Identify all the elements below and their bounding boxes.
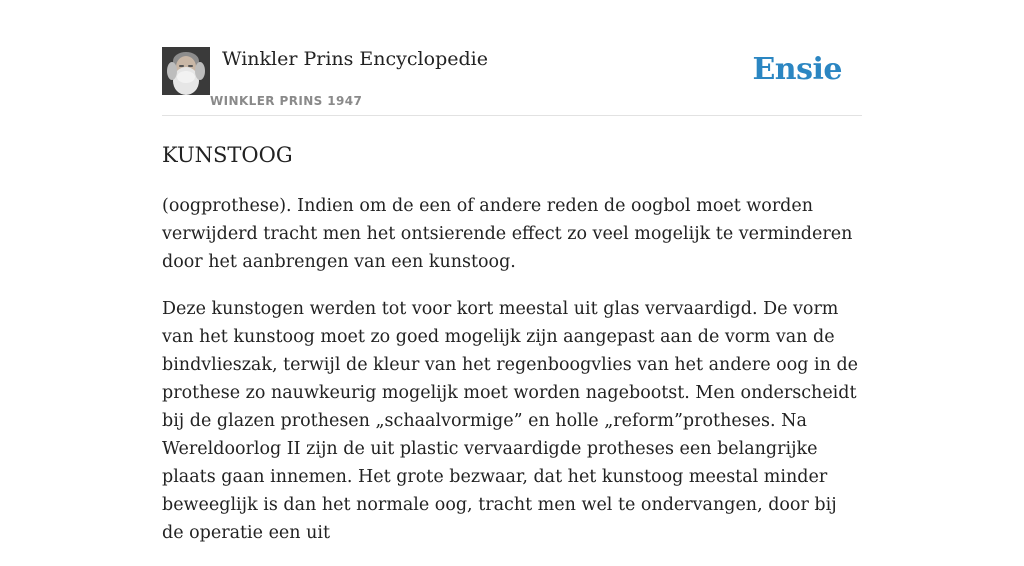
author-avatar[interactable] bbox=[162, 47, 210, 95]
article-paragraph: (oogprothese). Indien om de een of andere reden de oogbol moet worden verwijderd tracht men het ontsierende effect zo veel mogelijk te verminderen door het aanbrengen van een kunstoog. bbox=[162, 196, 853, 272]
article-title: KUNSTOOG bbox=[162, 143, 293, 167]
site-header bbox=[162, 46, 862, 116]
bearded-man-portrait-icon bbox=[162, 47, 210, 95]
brand-logo[interactable]: Ensie bbox=[752, 52, 842, 87]
article-body bbox=[162, 192, 862, 566]
article-paragraph: Deze kunstogen werden tot voor kort meestal uit glas vervaardigd. De vorm van het kunstoog moet zo goed mogelijk zijn aangepast aan de vorm van de bindvlieszak, terwijl de kleur van het regenboogvlies van het andere oog in de prothese zo nauwkeurig mogelijk moet worden nagebootst. Men onderscheidt bij de glazen prothesen „schaalvormige” en holle „reform”protheses. Na Wereldoorlog II zijn de uit plastic vervaardigde protheses een belangrijke plaats gaan innemen. Het grote bezwaar, dat het kunstoog meestal minder beweeglijk is dan het normale oog, tracht men wel te ondervangen, door bij de operatie een uit bbox=[162, 299, 859, 543]
site-title[interactable]: Winkler Prins Encyclopedie bbox=[222, 48, 488, 70]
edition-label[interactable]: WINKLER PRINS 1947 bbox=[210, 94, 363, 108]
